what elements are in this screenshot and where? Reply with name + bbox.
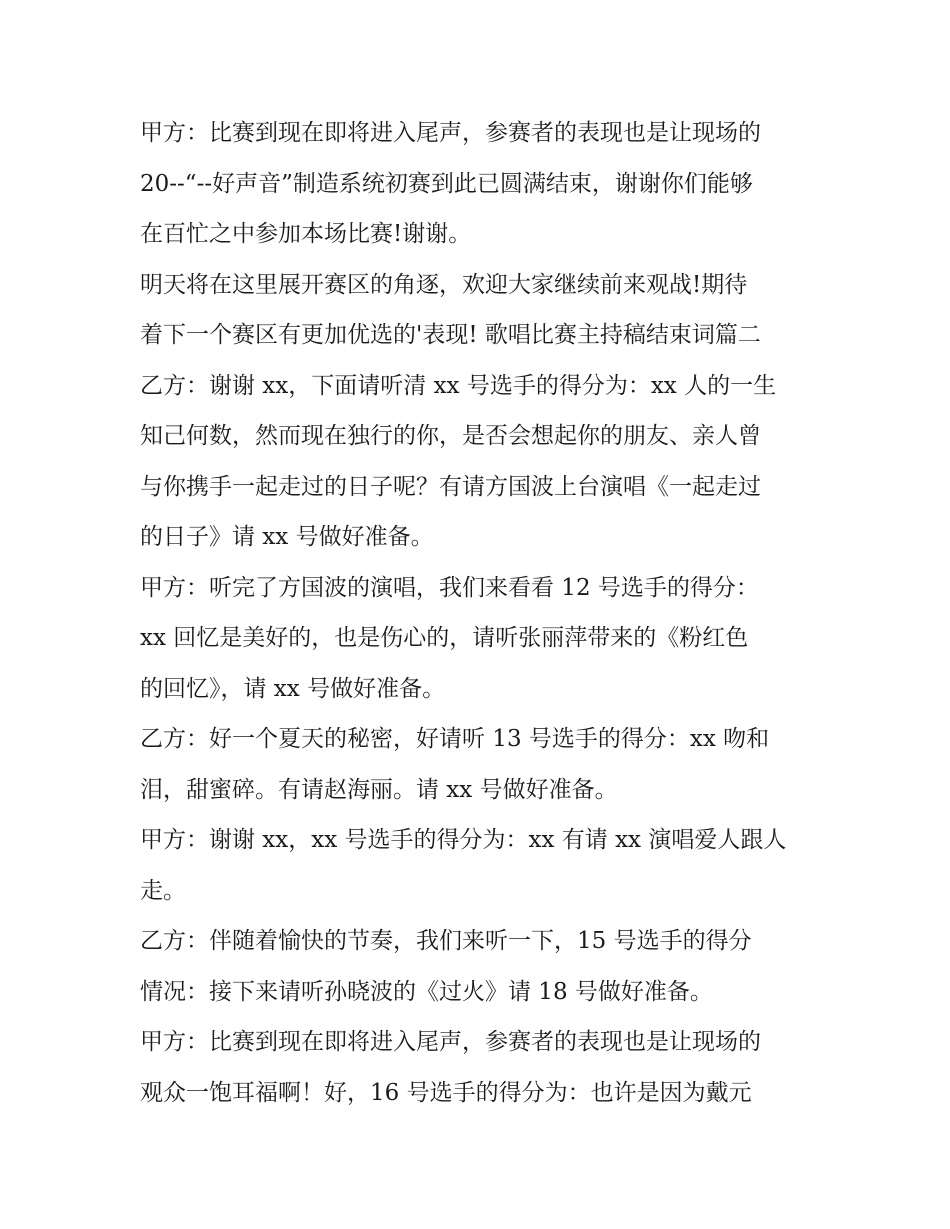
paragraph-7 (140, 916, 830, 1017)
text-line: 乙方：谢谢 xx，下面请听清 xx 号选手的得分为：xx 人的一生 (140, 372, 777, 399)
text-line: xx 回忆是美好的，也是伤心的，请听张丽萍带来的《粉红色 (140, 625, 749, 651)
text-line: 着下一个赛区有更加优选的'表现! 歌唱比赛主持稿结束词篇二 (140, 322, 761, 348)
paragraph-8 (140, 1017, 830, 1118)
text-line: 乙方：伴随着愉快的节奏，我们来听一下，15 号选手的得分 (140, 928, 752, 954)
text-line: 乙方：好一个夏天的秘密，好请听 13 号选手的得分：xx 吻和 (140, 726, 770, 752)
text-line: 甲方：听完了方国波的演唱，我们来看看 12 号选手的得分： (140, 574, 759, 601)
text-line: 甲方：谢谢 xx，xx 号选手的得分为：xx 有请 xx 演唱爱人跟人 (140, 827, 787, 853)
paragraph-2 (140, 260, 830, 361)
text-line: 走。 (140, 877, 186, 904)
text-line: 知己何数，然而现在独行的你，是否会想起你的朋友、亲人曾 (140, 423, 761, 449)
paragraph-5 (140, 714, 830, 815)
text-line: 20--“--好声音”制造系统初赛到此已圆满结束，谢谢你们能够 (140, 170, 753, 197)
paragraph-4 (140, 563, 830, 715)
text-line: 泪，甜蜜碎。有请赵海丽。请 xx 号做好准备。 (140, 776, 618, 803)
text-line: 观众一饱耳福啊！好，16 号选手的得分为：也许是因为戴元 (140, 1079, 752, 1106)
paragraph-1 (140, 108, 830, 260)
paragraph-6 (140, 815, 830, 916)
text-line: 明天将在这里展开赛区的角逐，欢迎大家继续前来观战!期待 (140, 271, 748, 298)
text-line: 的日子》请 xx 号做好准备。 (140, 524, 434, 550)
text-line: 甲方：比赛到现在即将进入尾声，参赛者的表现也是让现场的 (140, 120, 761, 146)
text-line: 的回忆》，请 xx 号做好准备。 (140, 675, 446, 702)
paragraph-3 (140, 361, 830, 563)
text-line: 甲方：比赛到现在即将进入尾声，参赛者的表现也是让现场的 (140, 1029, 761, 1055)
text-line: 在百忙之中参加本场比赛!谢谢。 (140, 221, 472, 247)
text-line: 情况：接下来请听孙晓波的《过火》请 18 号做好准备。 (140, 978, 713, 1005)
document-page (140, 108, 830, 1118)
text-line: 与你携手一起走过的日子呢？有请方国波上台演唱《一起走过 (140, 473, 761, 500)
